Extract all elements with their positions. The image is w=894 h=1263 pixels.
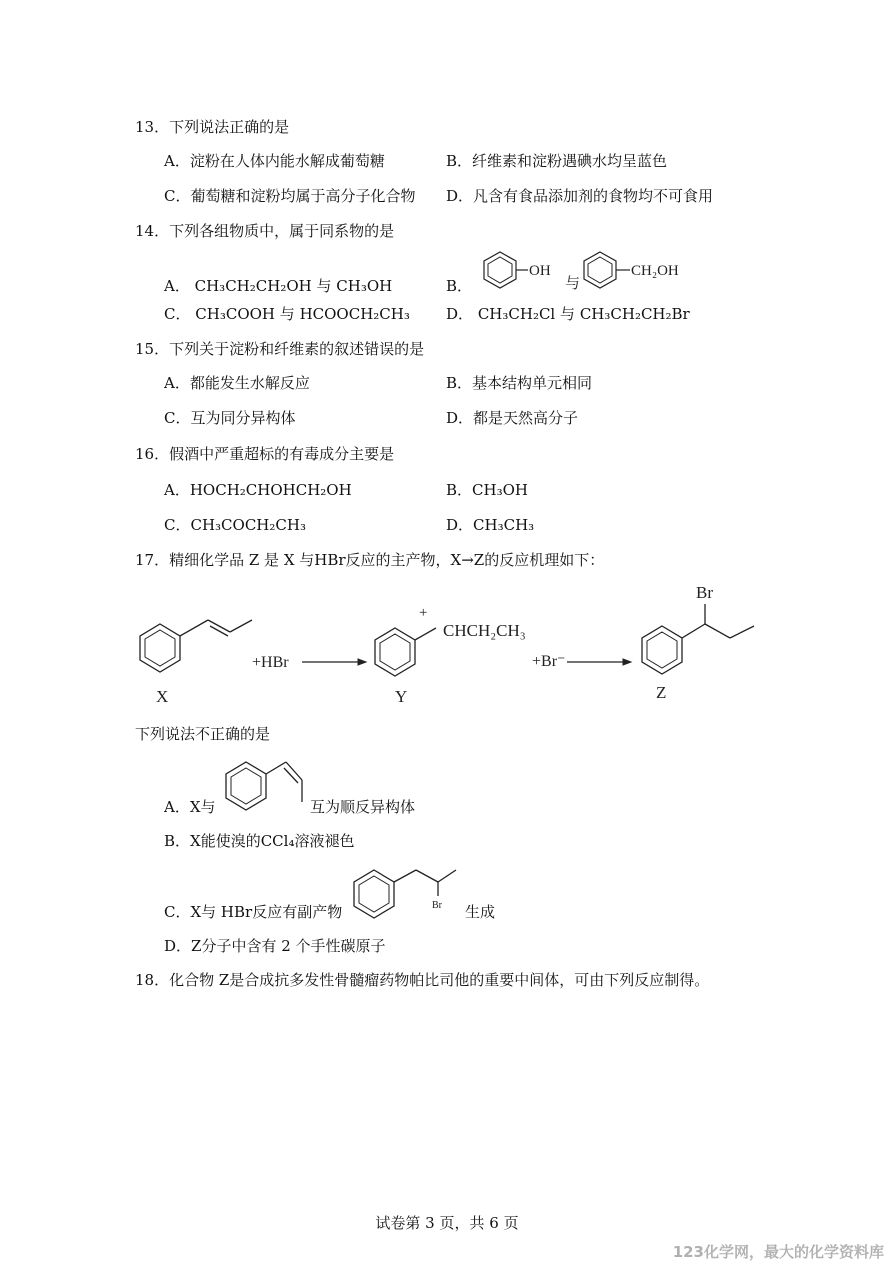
q14-b-structures xyxy=(470,248,720,294)
q17-a-pre: A．X与 xyxy=(164,798,216,816)
q16-b-label: B． xyxy=(446,481,473,499)
q17-c-pre: C．X与 HBr反应有副产物 xyxy=(164,903,343,921)
z-bromine: Br xyxy=(696,583,713,602)
q15-stem: 15．下列关于淀粉和纤维素的叙述错误的是 xyxy=(135,340,425,358)
phenol-ring-inner xyxy=(488,257,512,283)
label-y: Y xyxy=(395,687,408,706)
q14-d-left: CH₃CH₂Cl xyxy=(477,305,556,323)
q13-option-a: A．淀粉在人体内能水解成葡萄糖 xyxy=(164,152,385,170)
q17-reaction-scheme xyxy=(130,580,770,710)
q15-option-a: A．都能发生水解反应 xyxy=(164,374,310,392)
q14-d-conj: 与 xyxy=(560,305,576,323)
q13-option-c: C．葡萄糖和淀粉均属于高分子化合物 xyxy=(164,187,416,205)
q14-option-d xyxy=(446,305,690,323)
arrow-1-head xyxy=(358,659,366,665)
q14-c-right: HCOOCH₂CH₃ xyxy=(299,305,410,323)
label-z: Z xyxy=(656,683,667,702)
benzyl-alcohol-ring-inner xyxy=(588,257,612,283)
page-footer: 试卷第 3 页，共 6 页 xyxy=(375,1214,519,1232)
q17-c-post: 生成 xyxy=(465,903,496,921)
q14-a-left: CH₃CH₂CH₂OH xyxy=(194,277,312,295)
q14-b-conj: 与 xyxy=(565,276,581,292)
q17-option-d: D．Z分子中含有 2 个手性碳原子 xyxy=(164,937,386,955)
q15-option-c: C．互为同分异构体 xyxy=(164,409,296,427)
q15-option-b: B．基本结构单元相同 xyxy=(446,374,593,392)
q16-option-d xyxy=(446,516,534,534)
q14-c-left: CH₃COOH xyxy=(195,305,275,323)
q14-c-conj: 与 xyxy=(279,305,295,323)
q16-d-label: D． xyxy=(446,516,474,534)
q16-option-b xyxy=(446,481,528,499)
q13-stem: 13．下列说法正确的是 xyxy=(135,118,290,136)
q16-c-label: C． xyxy=(164,516,191,534)
q16-stem: 16．假酒中严重超标的有毒成分主要是 xyxy=(135,445,395,463)
q16-b-formula: CH₃OH xyxy=(472,481,528,499)
q17-a-post: 互为顺反异构体 xyxy=(310,798,416,816)
cis-isomer-structure xyxy=(218,758,318,808)
q14-a-conj: 与 xyxy=(316,277,332,295)
byproduct-structure xyxy=(350,858,460,918)
q15-option-d: D．都是天然高分子 xyxy=(446,409,579,427)
q13-option-b: B．纤维素和淀粉遇碘水均呈蓝色 xyxy=(446,152,668,170)
y-side-chain: CHCH₂CH₃ xyxy=(443,621,526,640)
compound-x xyxy=(140,620,252,672)
q14-option-a xyxy=(164,277,392,295)
q14-a-label: A． xyxy=(164,277,190,295)
compound-y xyxy=(375,628,436,676)
q17-option-b: B．X能使溴的CCl₄溶液褪色 xyxy=(164,832,355,850)
q14-c-label: C． xyxy=(164,305,191,323)
q17-sub-stem: 下列说法不正确的是 xyxy=(135,725,271,743)
bromide-ion: +Br⁻ xyxy=(532,653,566,670)
q14-stem: 14．下列各组物质中，属于同系物的是 xyxy=(135,222,395,240)
q13-option-d: D．凡含有食品添加剂的食物均不可食用 xyxy=(446,187,714,205)
byproduct-br: Br xyxy=(432,900,442,911)
label-x: X xyxy=(156,687,169,706)
q14-d-right: CH₃CH₂CH₂Br xyxy=(579,305,690,323)
q17-stem: 17．精细化学品 Z 是 X 与HBr反应的主产物，X→Z的反应机理如下： xyxy=(135,551,605,569)
hbr-reagent: +HBr xyxy=(252,654,289,671)
arrow-2-head xyxy=(623,659,631,665)
q14-d-label: D． xyxy=(446,305,474,323)
compound-z xyxy=(642,604,754,674)
benzyl-alcohol-group: CH₂OH xyxy=(631,263,679,279)
q16-a-label: A． xyxy=(164,481,190,499)
q16-c-formula: CH₃COCH₂CH₃ xyxy=(190,516,306,534)
q14-b-label: B． xyxy=(446,277,473,295)
q18-stem: 18．化合物 Z是合成抗多发性骨髓瘤药物帕比司他的重要中间体，可由下列反应制得。 xyxy=(135,971,710,989)
carbocation-plus: + xyxy=(419,605,428,621)
q14-option-c xyxy=(164,305,410,323)
watermark: 123化学网，最大的化学资料库 xyxy=(672,1243,884,1261)
phenol-oh: OH xyxy=(529,263,551,279)
q14-a-right: CH₃OH xyxy=(336,277,393,295)
q16-a-formula: HOCH₂CHOHCH₂OH xyxy=(189,481,352,499)
q16-option-a xyxy=(164,481,352,499)
q16-d-formula: CH₃CH₃ xyxy=(473,516,535,534)
q16-option-c xyxy=(164,516,306,534)
